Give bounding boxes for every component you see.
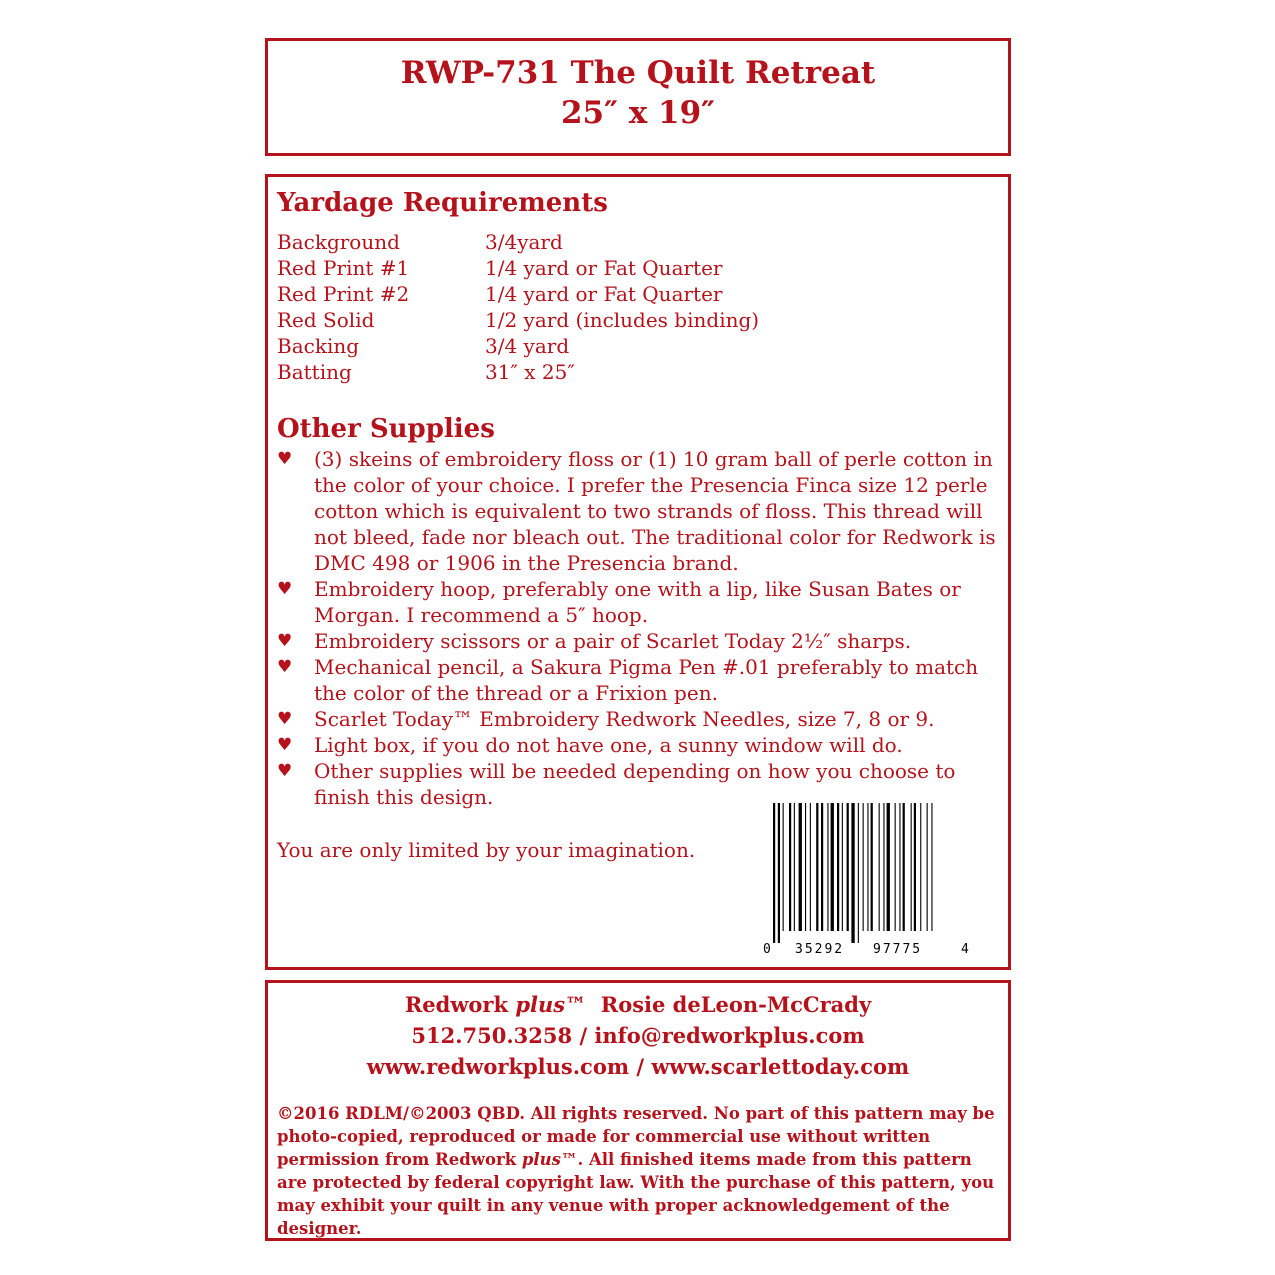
- barcode-digit-last: 4: [961, 942, 969, 957]
- supplies-heading: Other Supplies: [277, 414, 495, 444]
- contact-block: [268, 989, 1008, 1082]
- barcode-bar: [895, 803, 896, 931]
- barcode-bar: [816, 803, 818, 931]
- supply-text: Light box, if you do not have one, a sunny window will do.: [314, 733, 903, 757]
- yardage-row: [277, 307, 759, 333]
- barcode-bar: [837, 803, 839, 931]
- yardage-item: Red Print #1: [277, 256, 410, 280]
- list-item: [277, 446, 1002, 576]
- barcode-digits-right: 97775: [873, 942, 923, 957]
- title-box: [265, 38, 1011, 156]
- barcode-bar: [899, 803, 900, 931]
- barcode-bar: [863, 803, 864, 931]
- barcode-bar: [810, 803, 811, 931]
- designer-name: Rosie deLeon-McCrady: [600, 992, 872, 1017]
- heart-bullet-icon: ♥: [277, 709, 293, 729]
- supply-text: Embroidery hoop, preferably one with a lip, like Susan Bates or Morgan. I recommend a 5″ hoop.: [314, 577, 961, 627]
- yardage-row: [277, 281, 759, 307]
- barcode-bar: [827, 803, 828, 931]
- yardage-amount: 31″ x 25″: [485, 360, 575, 384]
- barcode-bar: [927, 803, 928, 931]
- copyright-text-1: ©2016 RDLM/©2003 QBD. All rights reserved. No part of this pattern may be photo-copied, reproduced or made for commercial use without written permission from Redwork: [277, 1104, 995, 1169]
- heart-bullet-icon: ♥: [277, 579, 293, 599]
- heart-bullet-icon: ♥: [277, 761, 293, 781]
- yardage-item: Red Print #2: [277, 282, 410, 306]
- yardage-item: Red Solid: [277, 308, 375, 332]
- yardage-amount: 3/4yard: [485, 230, 563, 254]
- barcode-bar: [883, 803, 884, 931]
- list-item: [277, 576, 1002, 628]
- barcode-bar: [903, 803, 905, 931]
- barcode-bar: [858, 803, 859, 943]
- brand-tm: ™: [565, 992, 587, 1017]
- list-item: [277, 654, 1002, 706]
- supply-text: Mechanical pencil, a Sakura Pigma Pen #.01 preferably to match the color of the thread or a Frixion pen.: [314, 655, 979, 705]
- yardage-item: Background: [277, 230, 400, 254]
- barcode-bar: [821, 803, 823, 931]
- pattern-title: RWP-731 The Quilt Retreat: [400, 55, 876, 91]
- brand-plus: plus: [515, 992, 566, 1017]
- list-item: [277, 706, 1002, 732]
- barcode-bar: [799, 803, 802, 931]
- barcode-bars: [773, 803, 933, 943]
- yardage-row: [277, 359, 759, 385]
- barcode-bar: [914, 803, 916, 931]
- yardage-row: [277, 229, 759, 255]
- footer-box: [265, 980, 1011, 1241]
- supply-text: Scarlet Today™ Embroidery Redwork Needles, size 7, 8 or 9.: [314, 707, 935, 731]
- supplies-list: [277, 446, 1002, 810]
- barcode-bar: [867, 803, 868, 931]
- yardage-row: [277, 333, 759, 359]
- barcode-bar: [789, 803, 791, 931]
- list-item: [277, 628, 1002, 654]
- yardage-amount: 3/4 yard: [485, 334, 570, 358]
- yardage-heading: Yardage Requirements: [277, 188, 608, 218]
- heart-bullet-icon: ♥: [277, 735, 293, 755]
- barcode-bar: [931, 803, 932, 931]
- closing-note: You are only limited by your imagination.: [277, 838, 696, 862]
- list-item: [277, 732, 1002, 758]
- barcode-bar: [879, 803, 880, 931]
- barcode-digits-left: 35292: [795, 942, 845, 957]
- yardage-amount: 1/2 yard (includes binding): [485, 308, 760, 332]
- copyright-text-2: ™. All finished items made from this pattern are protected by federal copyright law. With the purchase of this pattern, you may exhibit your quilt in any venue with proper acknowledgement of the designer.: [277, 1150, 995, 1238]
- supply-text: Other supplies will be needed depending on how you choose to finish this design.: [314, 759, 956, 809]
- barcode-bar: [847, 803, 849, 931]
- copyright-notice: [277, 1102, 999, 1240]
- barcode-bar: [783, 803, 784, 931]
- barcode-bar: [871, 803, 873, 931]
- yardage-table: [277, 229, 759, 385]
- supply-text: Embroidery scissors or a pair of Scarlet Today 2½″ sharps.: [314, 629, 912, 653]
- yardage-row: [277, 255, 759, 281]
- brand-name: Redwork: [404, 992, 509, 1017]
- barcode-bar: [805, 803, 806, 931]
- yardage-item: Batting: [277, 360, 352, 384]
- yardage-amount: 1/4 yard or Fat Quarter: [485, 256, 723, 280]
- barcode-bar: [778, 803, 780, 943]
- copyright-plus: plus: [521, 1150, 561, 1169]
- barcode-bar: [794, 803, 795, 931]
- supply-text: (3) skeins of embroidery floss or (1) 10 gram ball of perle cotton in the color of your choice. I prefer the Presencia Finca size 12 perle cotton which is equivalent to two strands of floss. This thread will not bleed, fade nor bleach out. The traditional color for Redwork is DMC 498 or 1906 in the Presencia brand.: [314, 447, 996, 575]
- barcode-bar: [887, 803, 890, 931]
- barcode-bar: [911, 803, 912, 931]
- heart-bullet-icon: ♥: [277, 449, 293, 469]
- barcode-bar: [831, 803, 834, 931]
- barcode-bar: [851, 803, 854, 943]
- requirements-box: [265, 174, 1011, 970]
- pattern-size: 25″ x 19″: [560, 95, 716, 131]
- barcode-bar: [773, 803, 775, 943]
- barcode-bar: [920, 803, 921, 931]
- website-links: www.redworkplus.com / www.scarlettoday.com: [366, 1054, 910, 1079]
- barcode-bar: [842, 803, 843, 931]
- phone-email: 512.750.3258 / info@redworkplus.com: [411, 1023, 865, 1048]
- heart-bullet-icon: ♥: [277, 631, 293, 651]
- barcode-digit-first: 0: [763, 942, 771, 957]
- barcode: [761, 803, 975, 959]
- heart-bullet-icon: ♥: [277, 657, 293, 677]
- yardage-item: Backing: [277, 334, 360, 358]
- brand-line: [268, 989, 1008, 1020]
- yardage-amount: 1/4 yard or Fat Quarter: [485, 282, 723, 306]
